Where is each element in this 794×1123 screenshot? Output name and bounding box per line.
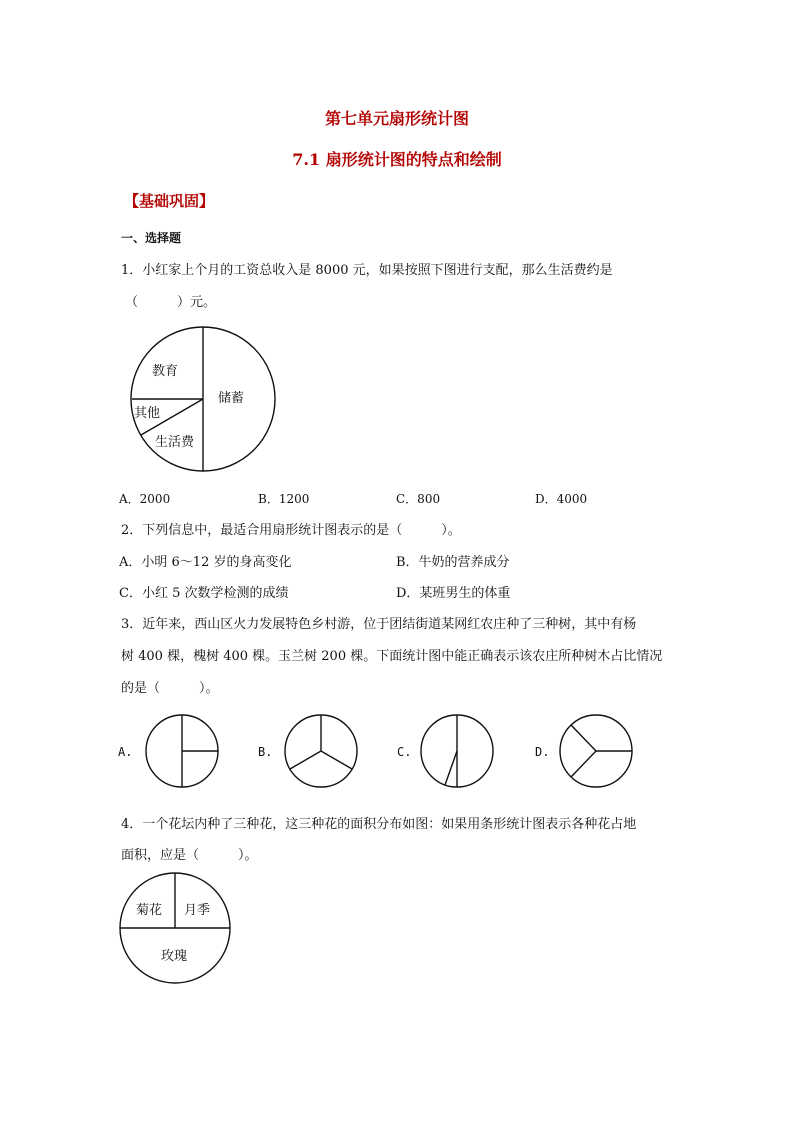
- q1-option-d: D．4000: [535, 492, 588, 506]
- q4-pie-chart: [116, 870, 236, 988]
- q1-option-a: A．2000: [119, 492, 171, 506]
- q4-label-chrysanthemum: 菊花: [136, 903, 163, 918]
- q2-stem: 2．下列信息中，最适合用扇形统计图表示的是（ ）。: [121, 523, 461, 538]
- q3-stem-line2: 树 400 棵，槐树 400 棵。玉兰树 200 棵。下面统计图中能正确表示该农庄所种树木占比情况: [121, 649, 663, 664]
- part-heading: 一、选择题: [121, 231, 182, 245]
- q4-stem-line1: 4．一个花坛内种了三种花，这三种花的面积分布如图：如果用条形统计图表示各种花占地: [121, 817, 637, 832]
- q3-pie-b-divider: [290, 751, 321, 769]
- q4-stem-line2: 面积，应是（ ）。: [121, 848, 258, 863]
- q3-stem-line1: 3．近年来，西山区火力发展特色乡村游，位于团结街道某网红农庄种了三种树，其中有杨: [121, 617, 637, 632]
- q3-stem-line3: 的是（ ）。: [121, 681, 219, 696]
- q3-option-d-label: D.: [535, 745, 550, 759]
- q2-option-b: B．牛奶的营养成分: [396, 555, 510, 570]
- q1-label-savings: 储蓄: [218, 391, 245, 406]
- section-heading: 【基础巩固】: [124, 192, 215, 210]
- q1-stem-line1: 1．小红家上个月的工资总收入是 8000 元，如果按照下图进行支配，那么生活费约是: [121, 263, 613, 278]
- q2-option-c: C．小红 5 次数学检测的成绩: [119, 586, 289, 601]
- q1-option-c: C．800: [396, 492, 441, 506]
- page-subtitle: 7.1 扇形统计图的特点和绘制: [292, 150, 502, 169]
- q3-pie-b-divider: [321, 751, 352, 769]
- q2-option-a: A．小明 6～12 岁的身高变化: [119, 555, 292, 570]
- q1-option-b: B．1200: [258, 492, 310, 506]
- q3-pie-c-divider: [445, 751, 457, 785]
- page-title: 第七单元扇形统计图: [324, 109, 469, 128]
- q1-label-living: 生活费: [155, 435, 195, 450]
- q3-option-charts: [110, 710, 650, 792]
- q4-label-china-rose: 月季: [184, 903, 211, 918]
- q1-label-other: 其他: [134, 406, 161, 421]
- q3-option-b-label: B.: [258, 745, 273, 759]
- q3-option-c-label: C.: [397, 745, 412, 759]
- q1-label-education: 教育: [152, 364, 179, 379]
- q1-pie-chart: [120, 322, 290, 478]
- q3-option-a-label: A.: [118, 745, 133, 759]
- q2-option-d: D．某班男生的体重: [396, 586, 511, 601]
- q3-pie-d-divider: [571, 725, 596, 751]
- q4-label-rose: 玫瑰: [161, 949, 188, 964]
- q3-pie-d-divider: [571, 751, 596, 777]
- q1-stem-line2: （ ）元。: [125, 295, 217, 310]
